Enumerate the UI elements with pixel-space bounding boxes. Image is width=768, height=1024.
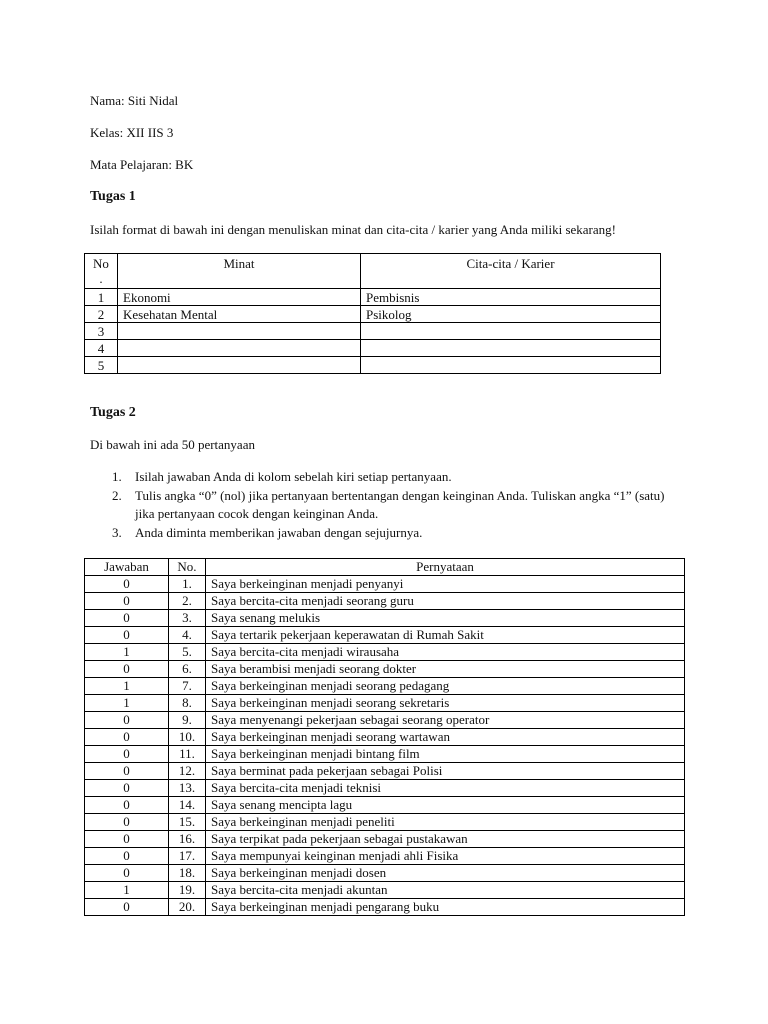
cell-minat: Kesehatan Mental — [118, 306, 361, 323]
header-jawaban: Jawaban — [85, 559, 169, 576]
table-row — [85, 848, 685, 865]
cell-pernyataan: Saya bercita-cita menjadi akuntan — [206, 882, 685, 899]
cell-pernyataan: Saya tertarik pekerjaan keperawatan di Rumah Sakit — [206, 627, 685, 644]
cell-no: 9. — [169, 712, 206, 729]
cell-no: 5. — [169, 644, 206, 661]
minat-table — [84, 253, 661, 374]
instruction-text: Anda diminta memberikan jawaban dengan sejujurnya. — [135, 525, 423, 540]
cell-pernyataan: Saya bercita-cita menjadi teknisi — [206, 780, 685, 797]
cell-jawaban: 0 — [85, 610, 169, 627]
student-name: Nama: Siti Nidal — [90, 93, 179, 108]
tugas2-intro: Di bawah ini ada 50 pertanyaan — [90, 437, 255, 452]
cell-pernyataan: Saya berambisi menjadi seorang dokter — [206, 661, 685, 678]
cell-jawaban: 1 — [85, 644, 169, 661]
instruction-text: Isilah jawaban Anda di kolom sebelah kiri setiap pertanyaan. — [135, 469, 452, 484]
instruction-list — [90, 468, 680, 543]
cell-jawaban: 0 — [85, 797, 169, 814]
header-pernyataan: Pernyataan — [206, 559, 685, 576]
cell-no: 3 — [85, 323, 118, 340]
table-row — [85, 763, 685, 780]
cell-no: 3. — [169, 610, 206, 627]
pernyataan-table — [84, 558, 685, 916]
cell-cita-cita: Psikolog — [361, 306, 661, 323]
cell-jawaban: 0 — [85, 729, 169, 746]
table-row — [85, 610, 685, 627]
tugas1-instruction: Isilah format di bawah ini dengan menuliskan minat dan cita-cita / karier yang Anda miliki sekarang! — [90, 222, 616, 237]
cell-cita-cita — [361, 340, 661, 357]
tugas1-title: Tugas 1 — [90, 189, 136, 204]
table-row — [85, 882, 685, 899]
cell-jawaban: 0 — [85, 780, 169, 797]
cell-no: 1. — [169, 576, 206, 593]
cell-pernyataan: Saya berkeinginan menjadi pengarang buku — [206, 899, 685, 916]
table-row — [85, 780, 685, 797]
cell-pernyataan: Saya berkeinginan menjadi seorang pedagang — [206, 678, 685, 695]
header-cita-cita: Cita-cita / Karier — [361, 254, 661, 289]
cell-no: 14. — [169, 797, 206, 814]
cell-pernyataan: Saya mempunyai keinginan menjadi ahli Fisika — [206, 848, 685, 865]
table-row — [85, 306, 661, 323]
instruction-number: 3. — [112, 525, 122, 540]
header-no: No . — [85, 254, 118, 289]
cell-no: 4 — [85, 340, 118, 357]
cell-minat: Ekonomi — [118, 289, 361, 306]
minat-table-header — [85, 254, 661, 289]
cell-no: 8. — [169, 695, 206, 712]
cell-no: 4. — [169, 627, 206, 644]
cell-jawaban: 0 — [85, 746, 169, 763]
table-row — [85, 340, 661, 357]
pernyataan-table-header — [85, 559, 685, 576]
cell-minat — [118, 340, 361, 357]
cell-pernyataan: Saya bercita-cita menjadi wirausaha — [206, 644, 685, 661]
subject: Mata Pelajaran: BK — [90, 157, 194, 172]
cell-no: 15. — [169, 814, 206, 831]
cell-jawaban: 0 — [85, 661, 169, 678]
tugas2-title: Tugas 2 — [90, 405, 136, 420]
cell-no: 6. — [169, 661, 206, 678]
table-row — [85, 695, 685, 712]
table-row — [85, 746, 685, 763]
table-row — [85, 644, 685, 661]
header-minat: Minat — [118, 254, 361, 289]
table-row — [85, 865, 685, 882]
cell-minat — [118, 323, 361, 340]
table-row — [85, 593, 685, 610]
table-row — [85, 729, 685, 746]
cell-no: 20. — [169, 899, 206, 916]
cell-no: 16. — [169, 831, 206, 848]
cell-jawaban: 0 — [85, 763, 169, 780]
table-row — [85, 661, 685, 678]
cell-pernyataan: Saya senang melukis — [206, 610, 685, 627]
instruction-item — [90, 468, 680, 486]
table-row — [85, 814, 685, 831]
cell-jawaban: 0 — [85, 627, 169, 644]
instruction-item — [90, 487, 680, 523]
instruction-text: Tulis angka “0” (nol) jika pertanyaan bertentangan dengan keinginan Anda. Tuliskan angka “1” (satu) jika pertanyaan cocok dengan keinginan Anda. — [135, 488, 665, 521]
table-row — [85, 831, 685, 848]
cell-no: 1 — [85, 289, 118, 306]
instruction-number: 2. — [112, 488, 122, 503]
cell-pernyataan: Saya berkeinginan menjadi seorang sekretaris — [206, 695, 685, 712]
cell-pernyataan: Saya berkeinginan menjadi seorang wartawan — [206, 729, 685, 746]
cell-no: 11. — [169, 746, 206, 763]
cell-no: 19. — [169, 882, 206, 899]
cell-pernyataan: Saya berkeinginan menjadi penyanyi — [206, 576, 685, 593]
cell-pernyataan: Saya bercita-cita menjadi seorang guru — [206, 593, 685, 610]
instruction-number: 1. — [112, 469, 122, 484]
cell-no: 18. — [169, 865, 206, 882]
cell-minat — [118, 357, 361, 374]
header-no: No. — [169, 559, 206, 576]
table-row — [85, 357, 661, 374]
cell-cita-cita — [361, 357, 661, 374]
cell-jawaban: 1 — [85, 695, 169, 712]
table-row — [85, 323, 661, 340]
cell-no: 17. — [169, 848, 206, 865]
table-row — [85, 899, 685, 916]
cell-pernyataan: Saya senang mencipta lagu — [206, 797, 685, 814]
cell-jawaban: 0 — [85, 712, 169, 729]
cell-pernyataan: Saya berminat pada pekerjaan sebagai Polisi — [206, 763, 685, 780]
table-row — [85, 712, 685, 729]
table-row — [85, 797, 685, 814]
instruction-item — [90, 524, 680, 542]
cell-cita-cita: Pembisnis — [361, 289, 661, 306]
cell-pernyataan: Saya terpikat pada pekerjaan sebagai pustakawan — [206, 831, 685, 848]
table-row — [85, 576, 685, 593]
cell-jawaban: 1 — [85, 882, 169, 899]
table-row — [85, 627, 685, 644]
cell-no: 7. — [169, 678, 206, 695]
cell-no: 2 — [85, 306, 118, 323]
cell-jawaban: 0 — [85, 593, 169, 610]
cell-pernyataan: Saya berkeinginan menjadi dosen — [206, 865, 685, 882]
cell-no: 5 — [85, 357, 118, 374]
student-class: Kelas: XII IIS 3 — [90, 125, 174, 140]
cell-jawaban: 0 — [85, 576, 169, 593]
cell-jawaban: 0 — [85, 814, 169, 831]
cell-no: 13. — [169, 780, 206, 797]
cell-pernyataan: Saya menyenangi pekerjaan sebagai seorang operator — [206, 712, 685, 729]
cell-jawaban: 0 — [85, 865, 169, 882]
table-row — [85, 678, 685, 695]
cell-no: 12. — [169, 763, 206, 780]
table-row — [85, 289, 661, 306]
cell-pernyataan: Saya berkeinginan menjadi bintang film — [206, 746, 685, 763]
cell-no: 2. — [169, 593, 206, 610]
cell-jawaban: 1 — [85, 678, 169, 695]
cell-jawaban: 0 — [85, 899, 169, 916]
cell-jawaban: 0 — [85, 848, 169, 865]
cell-no: 10. — [169, 729, 206, 746]
cell-jawaban: 0 — [85, 831, 169, 848]
cell-cita-cita — [361, 323, 661, 340]
cell-pernyataan: Saya berkeinginan menjadi peneliti — [206, 814, 685, 831]
